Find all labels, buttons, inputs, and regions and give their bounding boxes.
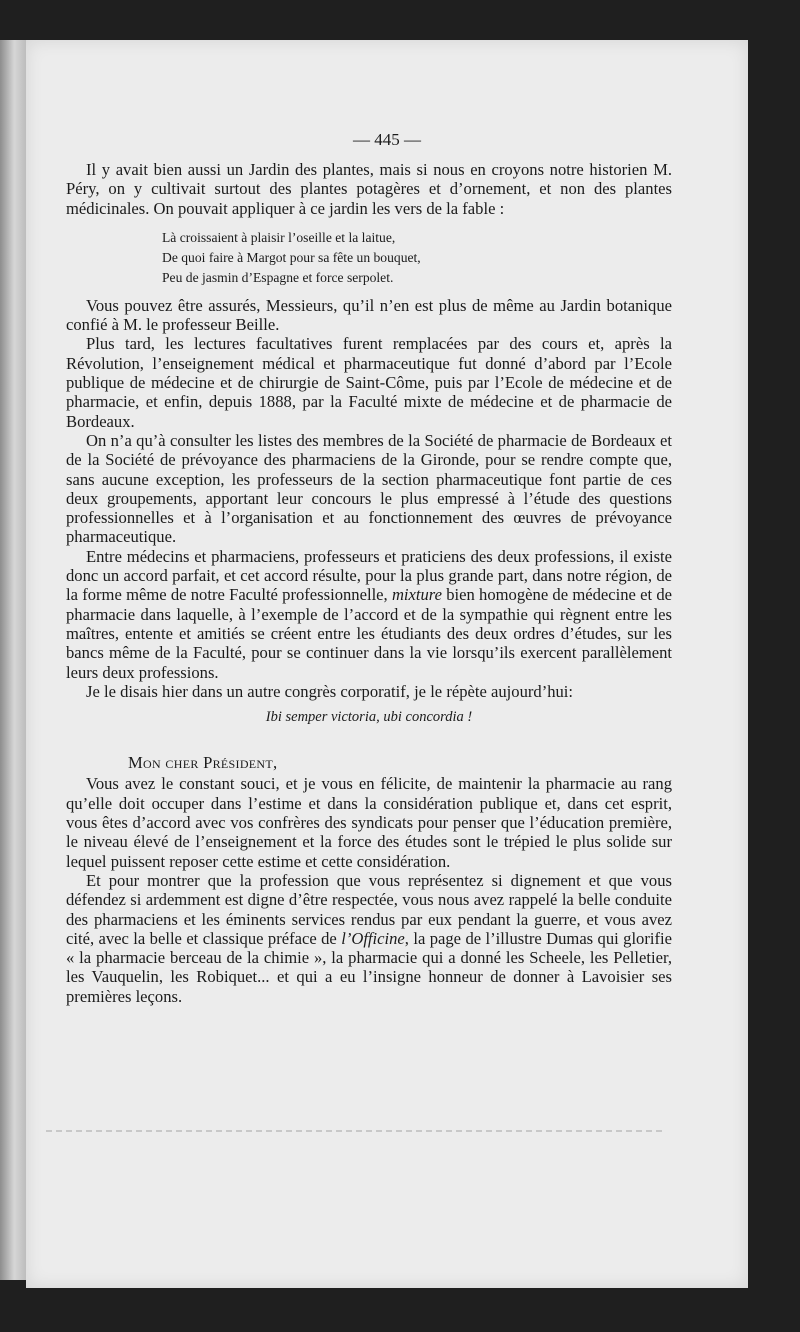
latin-motto: Ibi semper victoria, ubi concordia ! (265, 709, 473, 726)
paragraph-profession (66, 871, 672, 1006)
paragraph-profession-text-end: , la page de l’illustre Dumas qui glorifie « la pharmacie berceau de la chimie », la pharmacie qui a donné les Scheele, les Pelletier, les Vauquelin, les Robiquet... et qui a eu l’insigne honneur de donner à Lavoisier ses premières leçons. (66, 928, 672, 1006)
italic-mixture: mixture (391, 585, 443, 605)
book-page (26, 40, 748, 1288)
verse-line: De quoi faire à Margot pour sa fête un bouquet, (162, 249, 421, 265)
page-number: — 445 — (353, 130, 421, 149)
paragraph-societes: On n’a qu’à consulter les listes des membres de la Société de pharmacie de Bordeaux et de la Société de prévoyance des pharmaciens de la Gironde, pour se rendre compte que, sans aucune exception, les professeurs de la section pharmaceutique font partie de ces deux groupements, apportant leur concours le plus empressé à l’étude des questions professionnelles et à l’organisation et au fonctionnement des œuvres de prévoyance pharmaceutique. (66, 430, 672, 547)
facing-page-edge (0, 40, 26, 1280)
paragraph-accord-text-end: bien homogène de médecine et de pharmacie dans laquelle, à l’exemple de l’accord et de la sympathie qui règnent entre les maîtres, entente et amitiés se créent entre les étudiants des deux ordres d’études, sur les bancs même de la Faculté, pour se continuer dans la vie lorsqu’ils exercent parallèlement leurs deux professions. (66, 585, 673, 682)
italic-officine: l’Officine (341, 928, 405, 948)
paragraph-accord-text: Entre médecins et pharmaciens, professeurs et praticiens des deux professions, il existe donc un accord parfait, et cet accord résulte, pour la plus grande part, dans notre région, de la forme même de notre Faculté professionnelle, (66, 546, 672, 605)
paragraph-jardin-des-plantes: Il y avait bien aussi un Jardin des plantes, mais si nous en croyons notre historien M. Péry, on y cultivait surtout des plantes potagères et d’ornement, et non des plantes médicinales. On pouvait appliquer à ce jardin les vers de la fable : (66, 160, 672, 218)
verse-line: Là croissaient à plaisir l’oseille et la laitue, (162, 229, 396, 245)
paragraph-congres: Je le disais hier dans un autre congrès corporatif, je le répète aujourd’hui: (86, 681, 574, 701)
page-body (66, 160, 672, 1006)
verse-quote (162, 228, 672, 288)
paragraph-jardin-botanique: Vous pouvez être assurés, Messieurs, qu’il n’en est plus de même au Jardin botanique confié à M. le professeur Beille. (66, 295, 672, 335)
bleed-through-rule (46, 1130, 666, 1132)
paragraph-history: Plus tard, les lectures facultatives furent remplacées par des cours et, après la Révolution, l’enseignement médical et pharmaceutique fut donné d’abord par l’Ecole publique de médecine et de chirurgie de Saint-Côme, puis par l’Ecole de médecine et de pharmacie, et enfin, depuis 1888, par la Faculté mixte de médecine et de pharmacie de Bordeaux. (66, 334, 672, 431)
salutation: Mon cher Président, (128, 753, 278, 773)
verse-line: Peu de jasmin d’Espagne et force serpolet. (162, 269, 394, 285)
paragraph-constant-souci: Vous avez le constant souci, et je vous en félicite, de maintenir la pharmacie au rang qu’elle doit occuper dans l’estime et dans la considération publique et, dans cet esprit, vous êtes d’accord avec vos confrères des syndicats pour penser que l’éducation première, le niveau élevé de l’enseignement et la force des études sont le trépied le plus solide sur lequel puissent reposer cette estime et cette considération. (66, 774, 672, 871)
paragraph-profession-text: Et pour montrer que la profession que vous représentez si dignement et que vous défendez si ardemment est digne d’être respectée, vous nous avez rappelé la belle conduite des pharmaciens et les éminents services rendus par eux pendant la guerre, et vous avez cité, avec la belle et classique préface de (66, 870, 672, 948)
paragraph-accord (66, 547, 672, 682)
